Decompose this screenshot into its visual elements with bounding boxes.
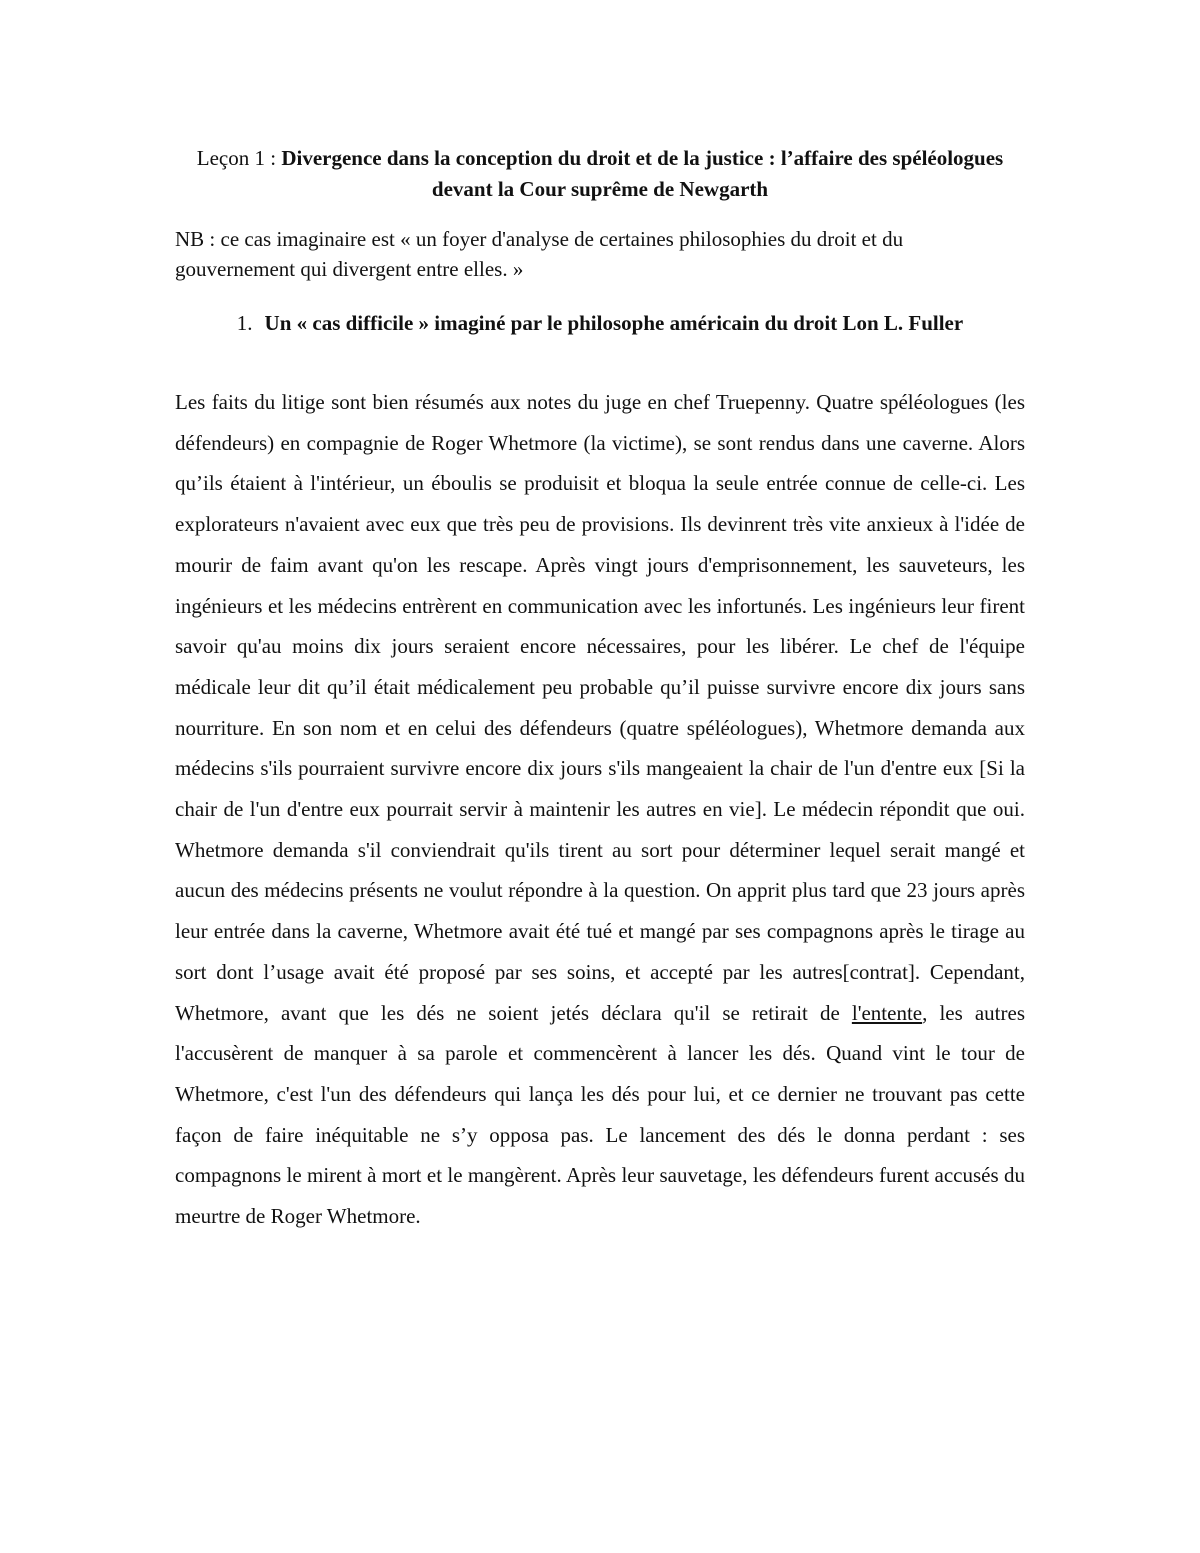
section-number: 1. (236, 311, 253, 335)
section-heading (175, 308, 1025, 339)
body-paragraph (175, 382, 1025, 1237)
section-heading-text: Un « cas difficile » imaginé par le philosophe américain du droit Lon L. Fuller (264, 311, 964, 335)
lesson-number: Leçon 1 : (196, 146, 277, 170)
body-text-part2: , les autres l'accusèrent de manquer à sa parole et commencèrent à lancer les dés. Quand vint le tour de Whetmore, c'est l'un des défendeurs qui lança les dés pour lui, et ce dernier ne trouvant pas cette façon de faire inéquitable ne s’y opposa pas. Le lancement des dés le donna perdant : ses compagnons le mirent à mort et le mangèrent. Après leur sauvetage, les défendeurs furent accusés du meurtre de Roger Whetmore. (175, 1000, 1025, 1229)
body-text-part1: Les faits du litige sont bien résumés aux notes du juge en chef Truepenny. Quatre spéléologues (les défendeurs) en compagnie de Roger Whetmore (la victime), se sont rendus dans une caverne. Alors qu’ils étaient à l'intérieur, un éboulis se produisit et bloqua la seule entrée connue de celle-ci. Les explorateurs n'avaient avec eux que très peu de provisions. Ils devinrent très vite anxieux à l'idée de mourir de faim avant qu'on les rescape. Après vingt jours d'emprisonnement, les sauveteurs, les ingénieurs et les médecins entrèrent en communication avec les infortunés. Les ingénieurs leur firent savoir qu'au moins dix jours seraient encore nécessaires, pour les libérer. Le chef de l'équipe médicale leur dit qu’il était médicalement peu probable qu’il puisse survivre encore dix jours sans nourriture. En son nom et en celui des défendeurs (quatre spéléologues), Whetmore demanda aux médecins s'ils pourraient survivre encore dix jours s'ils mangeaient la chair de l'un d'entre eux [Si la chair de l'un d'entre eux pourrait servir à maintenir les autres en vie]. Le médecin répondit que oui. Whetmore demanda s'il conviendrait qu'ils tirent au sort pour déterminer lequel serait mangé et aucun des médecins présents ne voulut répondre à la question. On apprit plus tard que 23 jours après leur entrée dans la caverne, Whetmore avait été tué et mangé par ses compagnons après le tirage au sort dont l’usage avait été proposé par ses soins, et accepté par les autres[contrat]. Cependant, Whetmore, avant que les dés ne soient jetés déclara qu'il se retirait de (175, 390, 1025, 1025)
lesson-title-text: Divergence dans la conception du droit et de la justice : l’affaire des spéléologues devant la Cour suprême de Newgarth (281, 146, 1004, 201)
note-paragraph: NB : ce cas imaginaire est « un foyer d'analyse de certaines philosophies du droit et du gouvernement qui divergent entre elles. » (175, 227, 904, 281)
underlined-term: l'entente (851, 1000, 923, 1025)
lesson-title (175, 143, 1025, 205)
